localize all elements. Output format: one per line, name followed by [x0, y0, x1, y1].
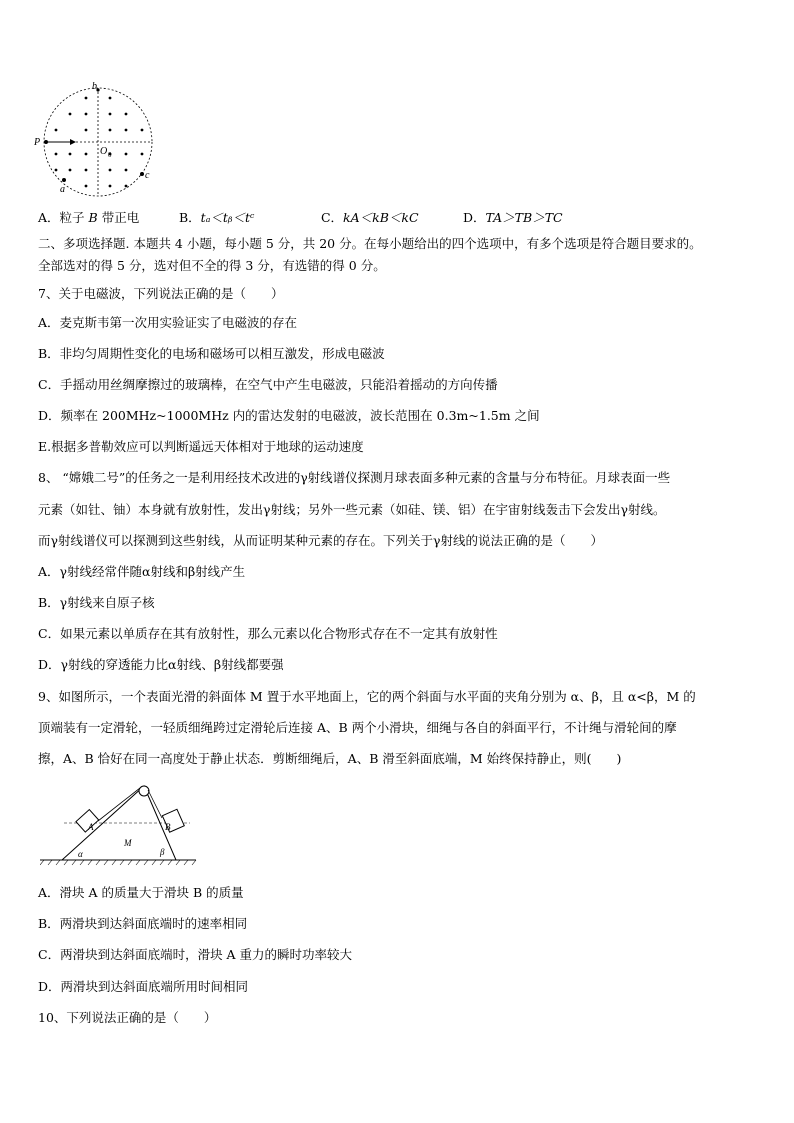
pulley — [139, 786, 149, 796]
q7-option-d: D．频率在 200MHz~1000MHz 内的雷达发射的电磁波，波长范围在 0.3m~1.5m 之间 — [38, 408, 540, 423]
q6-option-b: B．tₐ＜tᵦ＜tᶜ — [178, 210, 255, 225]
label-p: P — [34, 137, 41, 148]
label-block-b: B — [165, 822, 171, 832]
q9-option-d: D．两滑块到达斜面底端所用时间相同 — [38, 979, 249, 994]
q6-option-d: D．TA＞TB＞TC — [462, 210, 563, 225]
label-o-sub: 0 — [108, 151, 112, 159]
q6-options — [38, 208, 563, 226]
label-block-a: A — [88, 822, 94, 832]
q9-option-b: B．两滑块到达斜面底端时的速率相同 — [38, 916, 248, 931]
label-b: b — [92, 81, 97, 92]
q9-stem-line1: 9、如图所示，一个表面光滑的斜面体 M 置于水平地面上，它的两个斜面与水平面的夹角分别为 α、β，且 α<β，M 的 — [38, 689, 696, 704]
q10-stem: 10、下列说法正确的是（ ） — [38, 1010, 217, 1025]
q6-option-c: C．kA＜kB＜kC — [320, 210, 419, 225]
incline-pulley-figure — [40, 778, 200, 868]
q8-option-c: C．如果元素以单质存在其有放射性，那么元素以化合物形式存在不一定其有放射性 — [38, 626, 498, 641]
q9-stem-line2: 顶端装有一定滑轮，一轻质细绳跨过定滑轮后连接 A、B 两个小滑块，细绳与各自的斜面平行，不计绳与滑轮间的摩 — [38, 720, 677, 735]
ground-hatching — [40, 860, 196, 865]
rope-left — [98, 788, 140, 821]
point-c — [140, 172, 144, 176]
q8-stem-line1: 8、 “嫦娥二号”的任务之一是利用经技术改进的γ射线谱仪探测月球表面多种元素的含量与分布特征。月球表面一些 — [38, 470, 671, 485]
label-c: c — [145, 170, 150, 181]
point-a — [62, 178, 66, 182]
q8-option-a: A．γ射线经常伴随α射线和β射线产生 — [38, 564, 246, 579]
q8-stem-line3: 而γ射线谱仪可以探测到这些射线，从而证明某种元素的存在。下列关于γ射线的说法正确的是（ ） — [38, 533, 603, 548]
label-alpha: α — [78, 849, 83, 859]
q6-option-a: A．粒子 B 带正电 — [38, 210, 140, 225]
section2-line2: 全部选对的得 5 分，选对但不全的得 3 分，有选错的得 0 分。 — [38, 258, 386, 273]
q7-stem: 7、关于电磁波，下列说法正确的是（ ） — [38, 286, 284, 301]
magnetic-field-circle-figure — [34, 80, 164, 198]
label-a: a — [60, 184, 65, 195]
label-beta: β — [160, 847, 165, 857]
q9-option-c: C．两滑块到达斜面底端时，滑块 A 重力的瞬时功率较大 — [38, 947, 353, 962]
section2-line1: 二、多项选择题. 本题共 4 小题，每小题 5 分，共 20 分。在每小题给出的四个选项中，有多个选项是符合题目要求的。 — [38, 236, 702, 251]
q7-option-a: A．麦克斯韦第一次用实验证实了电磁波的存在 — [38, 315, 298, 330]
q7-option-e: E.根据多普勒效应可以判断遥远天体相对于地球的运动速度 — [38, 439, 364, 454]
q8-stem-line2: 元素（如钍、铀）本身就有放射性，发出γ射线；另外一些元素（如硅、镁、铝）在宇宙射线轰击下会发出γ射线。 — [38, 502, 666, 517]
label-o: O — [100, 146, 108, 157]
point-p — [44, 140, 48, 144]
q7-option-c: C．手摇动用丝绸摩擦过的玻璃棒，在空气中产生电磁波，只能沿着摇动的方向传播 — [38, 377, 498, 392]
label-m: M — [124, 838, 132, 848]
q9-option-a: A．滑块 A 的质量大于滑块 B 的质量 — [38, 885, 244, 900]
q8-option-b: B．γ射线来自原子核 — [38, 595, 155, 610]
q7-option-b: B．非均匀周期性变化的电场和磁场可以相互激发，形成电磁波 — [38, 346, 385, 361]
q8-option-d: D．γ射线的穿透能力比α射线、β射线都要强 — [38, 657, 284, 672]
arrow-head — [70, 139, 76, 145]
q9-stem-line3: 擦，A、B 恰好在同一高度处于静止状态．剪断细绳后，A、B 滑至斜面底端，M 始终保持静止，则( ) — [38, 751, 622, 766]
rope-right — [148, 790, 162, 818]
